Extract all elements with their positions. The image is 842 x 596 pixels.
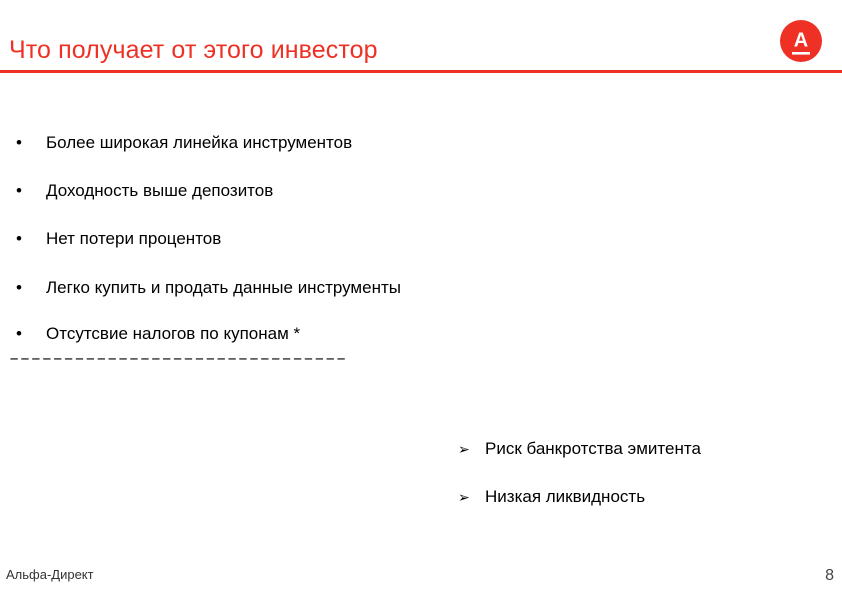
benefit-item (16, 133, 352, 153)
benefit-item (16, 278, 401, 298)
bullet-icon: • (16, 278, 22, 297)
arrow-bullet-icon: ➢ (458, 441, 470, 457)
alfa-bank-logo-icon (779, 19, 823, 63)
bullet-icon: • (16, 324, 22, 343)
risk-text: Низкая ликвидность (485, 487, 646, 506)
arrow-bullet-icon: ➢ (458, 489, 470, 505)
bullet-icon: • (16, 181, 22, 200)
bullet-icon: • (16, 229, 22, 248)
logo-underbar (792, 52, 810, 55)
benefit-item (16, 324, 300, 344)
dashed-separator: ––––––––––––––––––––––––––––––– (9, 350, 347, 369)
benefit-text: Доходность выше депозитов (46, 181, 274, 200)
title-underline (0, 70, 842, 73)
bullet-icon: • (16, 133, 22, 152)
logo-letter: А (793, 29, 809, 52)
footer-brand: Альфа-Директ (6, 567, 94, 582)
slide-title: Что получает от этого инвестор (9, 36, 378, 64)
benefit-text: Более широкая линейка инструментов (46, 133, 353, 152)
benefit-text: Легко купить и продать данные инструменты (46, 278, 401, 297)
benefit-text: Отсутсвие налогов по купонам * (46, 324, 301, 343)
benefit-text: Нет потери процентов (46, 229, 222, 248)
risk-text: Риск банкротства эмитента (485, 439, 701, 458)
risk-item (458, 439, 701, 459)
page-number: 8 (825, 567, 834, 584)
risk-item (458, 487, 645, 507)
benefit-item (16, 181, 273, 201)
benefit-item (16, 229, 221, 249)
